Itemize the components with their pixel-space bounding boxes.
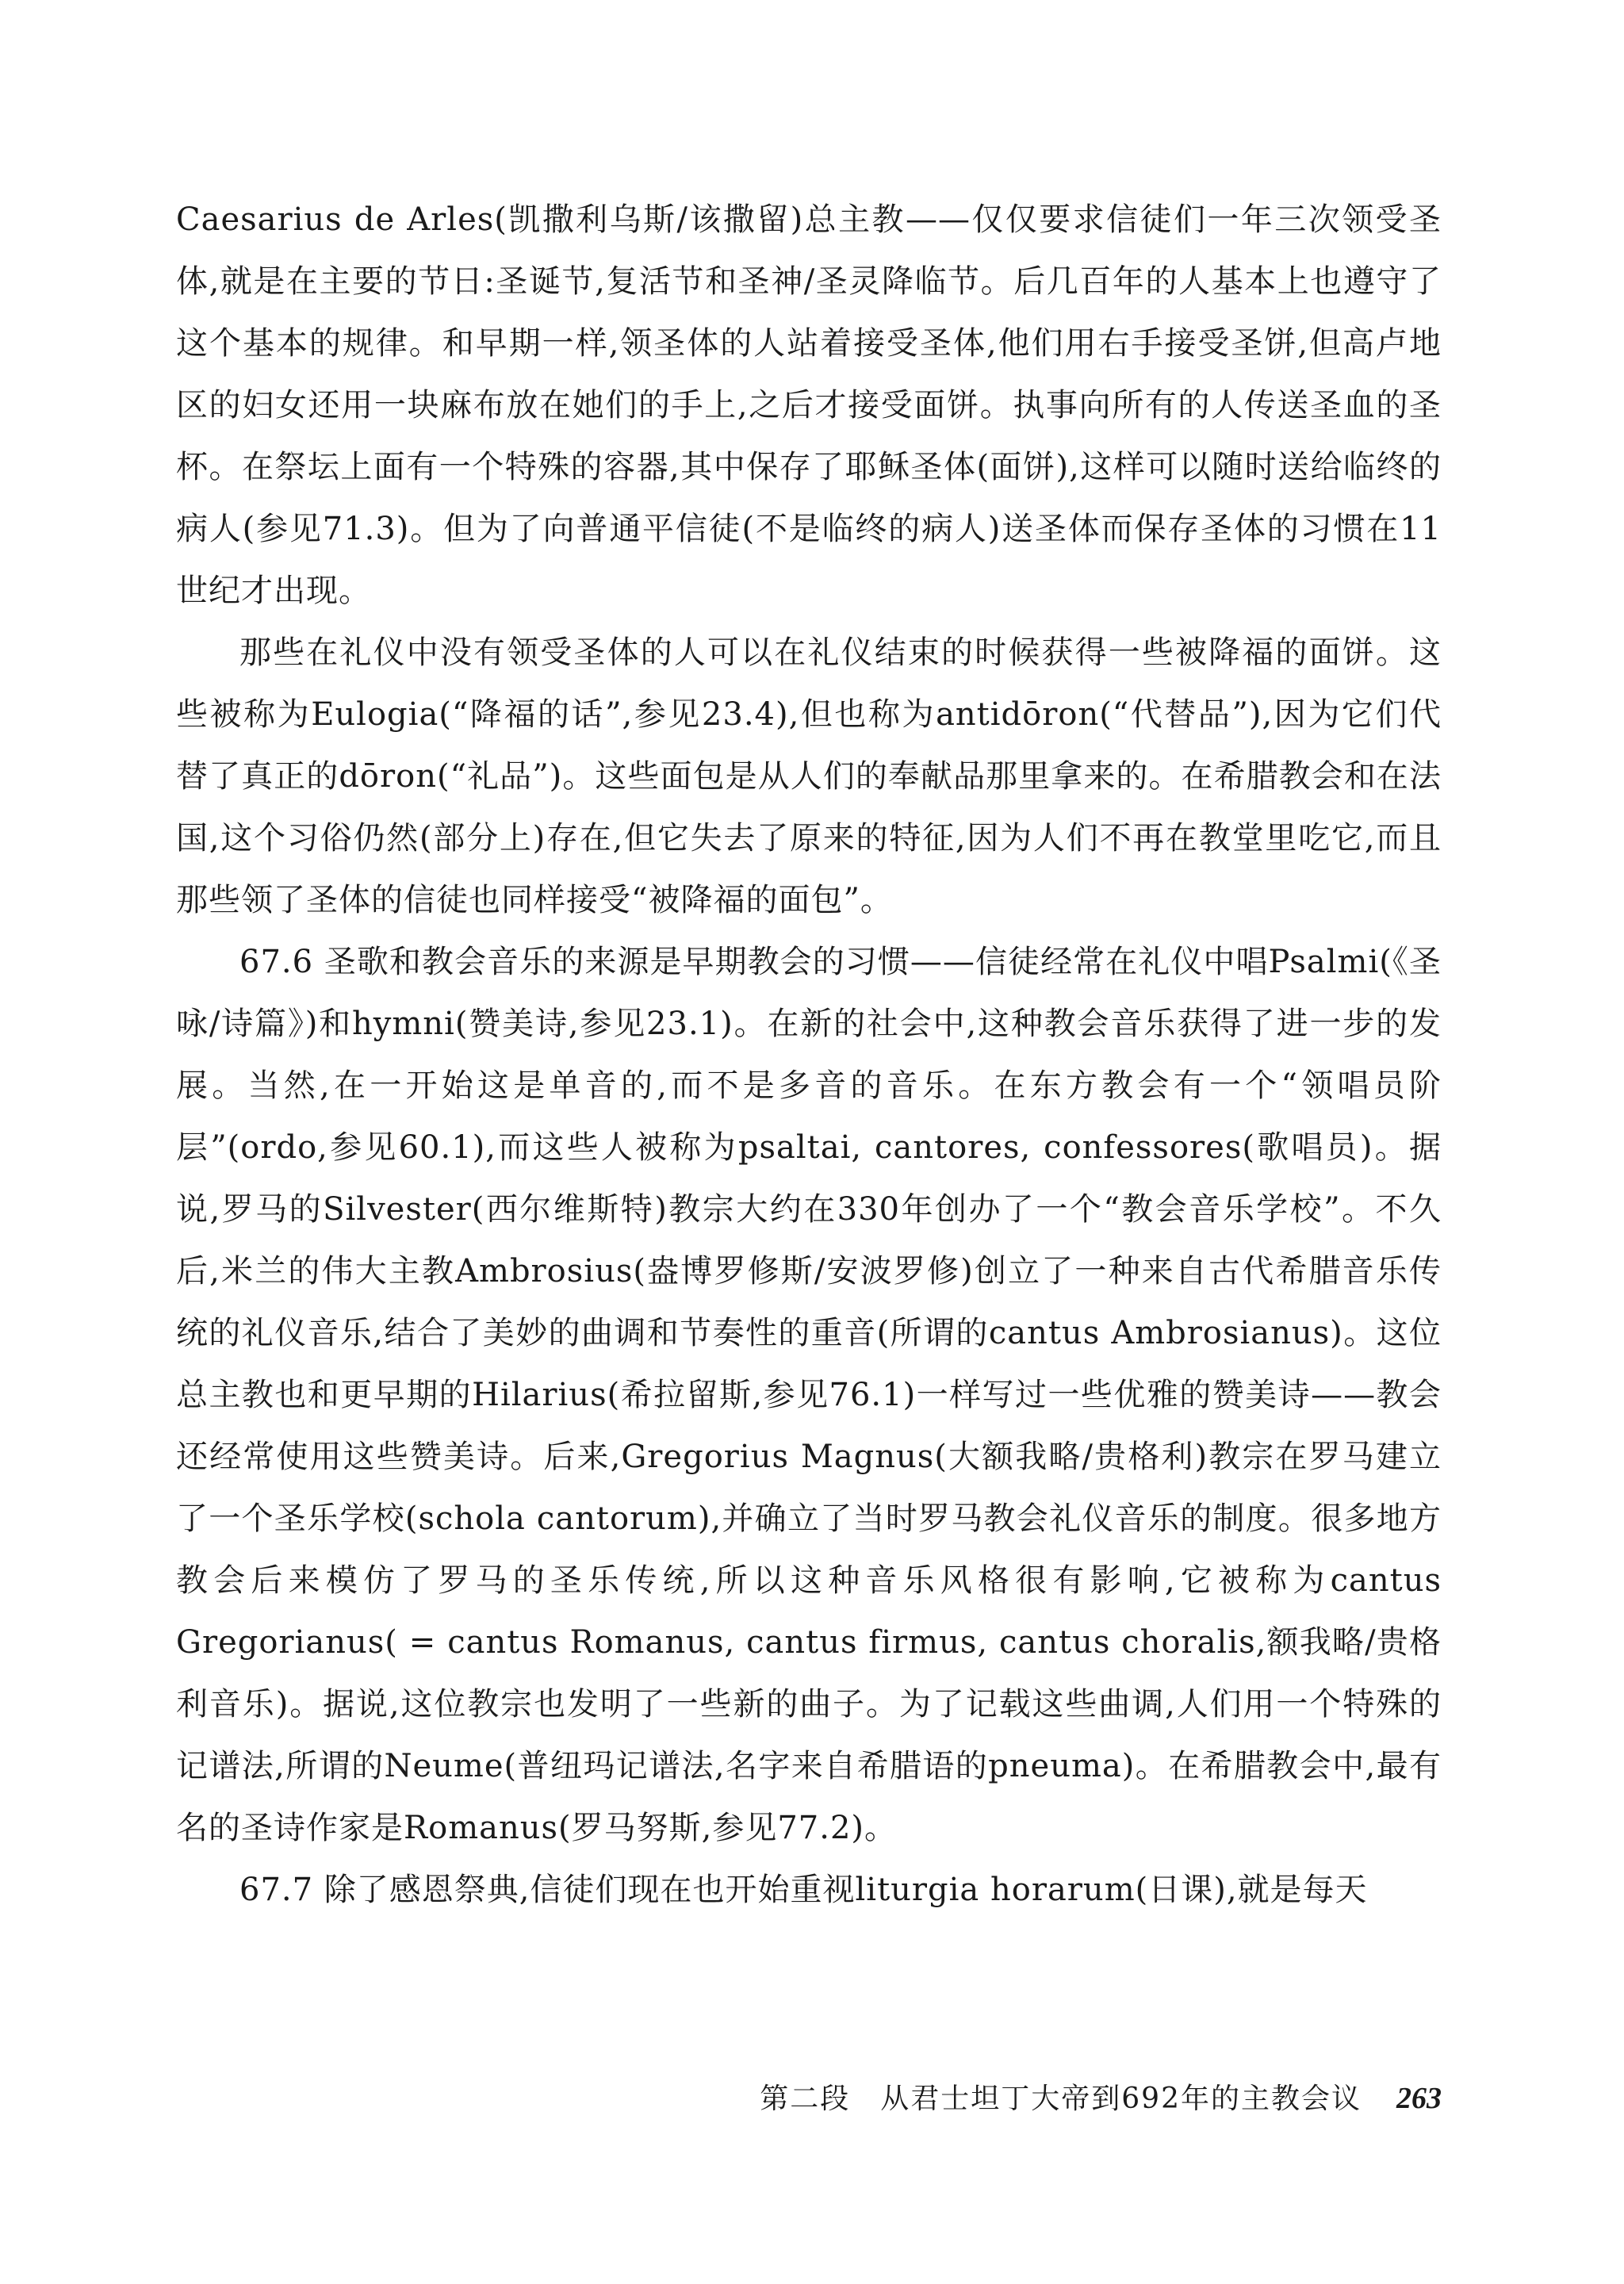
body-text <box>176 189 1442 1921</box>
page-footer <box>176 2076 1442 2116</box>
page-number: 263 <box>1396 2082 1442 2115</box>
paragraph-3: 67.6 圣歌和教会音乐的来源是早期教会的习惯——信徒经常在礼仪中唱Psalmi(《圣咏/诗篇》)和hymni(赞美诗,参见23.1)。在新的社会中,这种教会音乐获得了进一步的发展。当然,在一开始这是单音的,而不是多音的音乐。在东方教会有一个“领唱员阶层”(ordo,参见60.1),而这些人被称为psaltai, cantores, confessores(歌唱员)。据说,罗马的Silvester(西尔维斯特)教宗大约在330年创办了一个“教会音乐学校”。不久后,米兰的伟大主教Ambrosius(盎博罗修斯/安波罗修)创立了一种来自古代希腊音乐传统的礼仪音乐,结合了美妙的曲调和节奏性的重音(所谓的cantus Ambrosianus)。这位总主教也和更早期的Hilarius(希拉留斯,参见76.1)一样写过一些优雅的赞美诗——教会还经常使用这些赞美诗。后来,Gregorius Magnus(大额我略/贵格利)教宗在罗马建立了一个圣乐学校(schola cantorum),并确立了当时罗马教会礼仪音乐的制度。很多地方教会后来模仿了罗马的圣乐传统,所以这种音乐风格很有影响,它被称为cantus Gregorianus( = cantus Romanus, cantus firmus, cantus choralis,额我略/贵格利音乐)。据说,这位教宗也发明了一些新的曲子。为了记载这些曲调,人们用一个特殊的记谱法,所谓的Neume(普纽玛记谱法,名字来自希腊语的pneuma)。在希腊教会中,最有名的圣诗作家是Romanus(罗马努斯,参见77.2)。 <box>176 944 1442 1846</box>
paragraph-2: 那些在礼仪中没有领受圣体的人可以在礼仪结束的时候获得一些被降福的面饼。这些被称为Eulogia(“降福的话”,参见23.4),但也称为antidōron(“代替品”),因为它们代替了真正的dōron(“礼品”)。这些面包是从人们的奉献品那里拿来的。在希腊教会和在法国,这个习俗仍然(部分上)存在,但它失去了原来的特征,因为人们不再在教堂里吃它,而且那些领了圣体的信徒也同样接受“被降福的面包”。 <box>176 634 1442 918</box>
paragraph-1: Caesarius de Arles(凯撒利乌斯/该撒留)总主教——仅仅要求信徒们一年三次领受圣体,就是在主要的节日:圣诞节,复活节和圣神/圣灵降临节。后几百年的人基本上也遵守了这个基本的规律。和早期一样,领圣体的人站着接受圣体,他们用右手接受圣饼,但高卢地区的妇女还用一块麻布放在她们的手上,之后才接受面饼。执事向所有的人传送圣血的圣杯。在祭坛上面有一个特殊的容器,其中保存了耶稣圣体(面饼),这样可以随时送给临终的病人(参见71.3)。但为了向普通平信徒(不是临终的病人)送圣体而保存圣体的习惯在11世纪才出现。 <box>176 201 1442 609</box>
paragraph-4: 67.7 除了感恩祭典,信徒们现在也开始重视liturgia horarum(日课),就是每天 <box>239 1872 1368 1908</box>
running-title: 第二段 从君士坦丁大帝到692年的主教会议 <box>760 2083 1362 2115</box>
